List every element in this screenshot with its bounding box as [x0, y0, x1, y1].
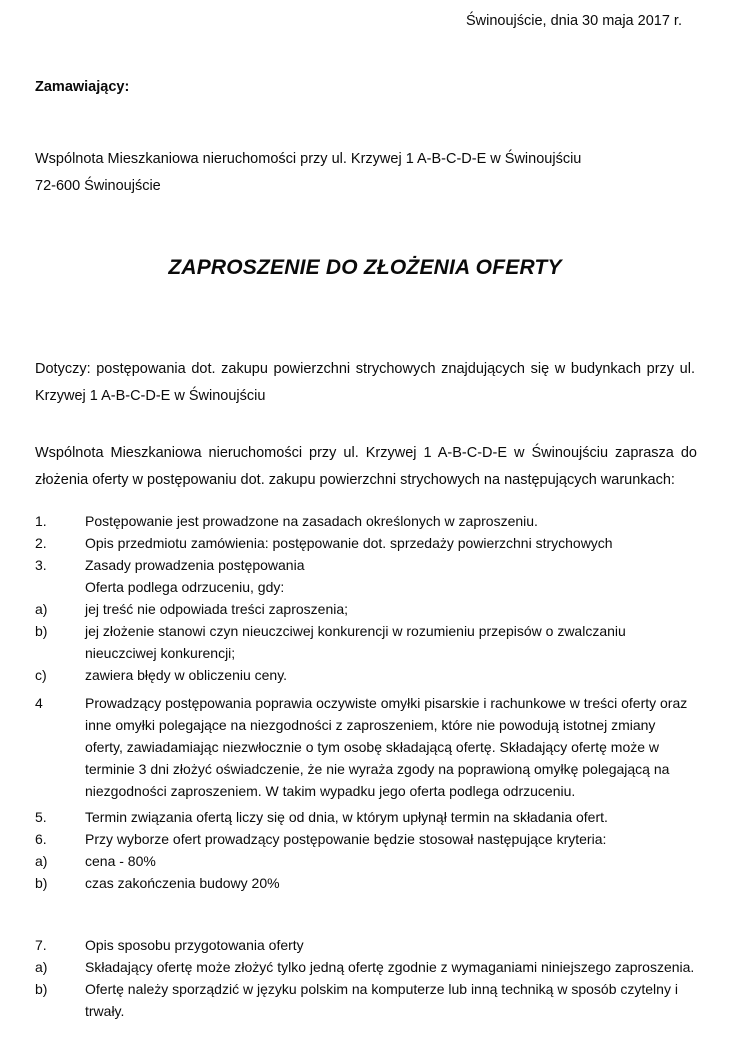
list-item-marker: b)	[35, 875, 48, 891]
subject-line: Dotyczy: postępowania dot. zakupu powierzchni strychowych znajdujących się w budynkach przy ul. Krzywej 1 A-B-C-D-E w Świnoujściu	[35, 361, 695, 404]
list-item-text: Termin związania ofertą liczy się od dnia, w którym upłynął termin na składania ofert.	[85, 809, 608, 825]
list-item-marker: b)	[35, 981, 48, 997]
list-item-text: cena - 80%	[85, 853, 156, 869]
list-item	[35, 872, 697, 894]
list-item-marker: 4	[35, 695, 43, 711]
list-item-marker: 5.	[35, 809, 47, 825]
list-item-text: Oferta podlega odrzuceniu, gdy:	[85, 579, 285, 595]
list-item-marker: 7.	[35, 937, 47, 953]
list-item-text: Ofertę należy sporządzić w języku polskim na komputerze lub inną techniką w sposób czytelny i trwały.	[85, 981, 678, 1019]
list-item-marker: 2.	[35, 535, 47, 551]
list-item-marker: a)	[35, 853, 48, 869]
document-title: ZAPROSZENIE DO ZŁOŻENIA OFERTY	[168, 256, 562, 279]
list-item-text: Składający ofertę może złożyć tylko jedną ofertę zgodnie z wymaganiami niniejszego zaproszenia.	[85, 959, 695, 975]
list-item-text: zawiera błędy w obliczeniu ceny.	[85, 667, 288, 683]
orderer-address-block	[35, 146, 581, 200]
list-item	[35, 806, 697, 828]
list-item	[35, 956, 697, 978]
list-item	[35, 598, 697, 620]
list-item-marker: a)	[35, 601, 48, 617]
list-item	[35, 828, 697, 850]
orderer-name: Wspólnota Mieszkaniowa nieruchomości przy ul. Krzywej 1 A-B-C-D-E w Świnoujściu	[35, 151, 582, 167]
list-item	[35, 934, 697, 956]
list-item-marker: 1.	[35, 513, 47, 529]
list-item	[35, 554, 697, 576]
list-item	[35, 532, 697, 554]
date-line: Świnoujście, dnia 30 maja 2017 r.	[465, 13, 682, 29]
orderer-postal-code: 72-600 Świnoujście	[35, 178, 161, 194]
list-item-marker: b)	[35, 623, 48, 639]
list-item	[35, 576, 697, 598]
orderer-label: Zamawiający:	[35, 79, 130, 95]
list-item-text: Opis przedmiotu zamówienia: postępowanie dot. sprzedaży powierzchni strychowych	[85, 535, 613, 551]
list-item-text: Opis sposobu przygotowania oferty	[85, 937, 304, 953]
list-item-marker: 6.	[35, 831, 47, 847]
list-item-text: jej treść nie odpowiada treści zaproszenia;	[85, 601, 349, 617]
list-item-text: Postępowanie jest prowadzone na zasadach określonych w zaproszeniu.	[85, 513, 538, 529]
conditions-list	[35, 510, 697, 1022]
list-item	[35, 850, 697, 872]
list-item	[35, 510, 697, 532]
list-item-text: jej złożenie stanowi czyn nieuczciwej konkurencji w rozumieniu przepisów o zwalczaniu nieuczciwej konkurencji;	[85, 623, 626, 661]
list-item-marker: a)	[35, 959, 48, 975]
intro-paragraph: Wspólnota Mieszkaniowa nieruchomości przy ul. Krzywej 1 A-B-C-D-E w Świnoujściu zaprasza do złożenia oferty w postępowaniu dot. zakupu powierzchni strychowych na następujących warunkach:	[35, 445, 697, 488]
list-item	[35, 664, 697, 686]
document-body	[35, 440, 697, 1022]
list-item-text: Prowadzący postępowania poprawia oczywiste omyłki pisarskie i rachunkowe w treści oferty oraz inne omyłki polegające na niezgodności z zaproszeniem, które nie powodują istotnej zmiany oferty, zawiadamiając niezwłocznie o tym osobę składającą ofertę. Składający ofertę może w terminie 3 dni złożyć oświadczenie, że nie wyraża zgody na poprawioną omyłkę polegającą na niezgodności zaproszeniem. W takim wypadku jego oferta podlega odrzuceniu.	[85, 695, 688, 799]
list-item-marker: c)	[35, 667, 47, 683]
list-item-text: Przy wyborze ofert prowadzący postępowanie będzie stosował następujące kryteria:	[85, 831, 607, 847]
list-item	[35, 620, 697, 664]
list-item-text: Zasady prowadzenia postępowania	[85, 557, 305, 573]
list-item-marker: 3.	[35, 557, 47, 573]
list-item-text: czas zakończenia budowy 20%	[85, 875, 280, 891]
list-item	[35, 978, 697, 1022]
list-item	[35, 692, 697, 802]
